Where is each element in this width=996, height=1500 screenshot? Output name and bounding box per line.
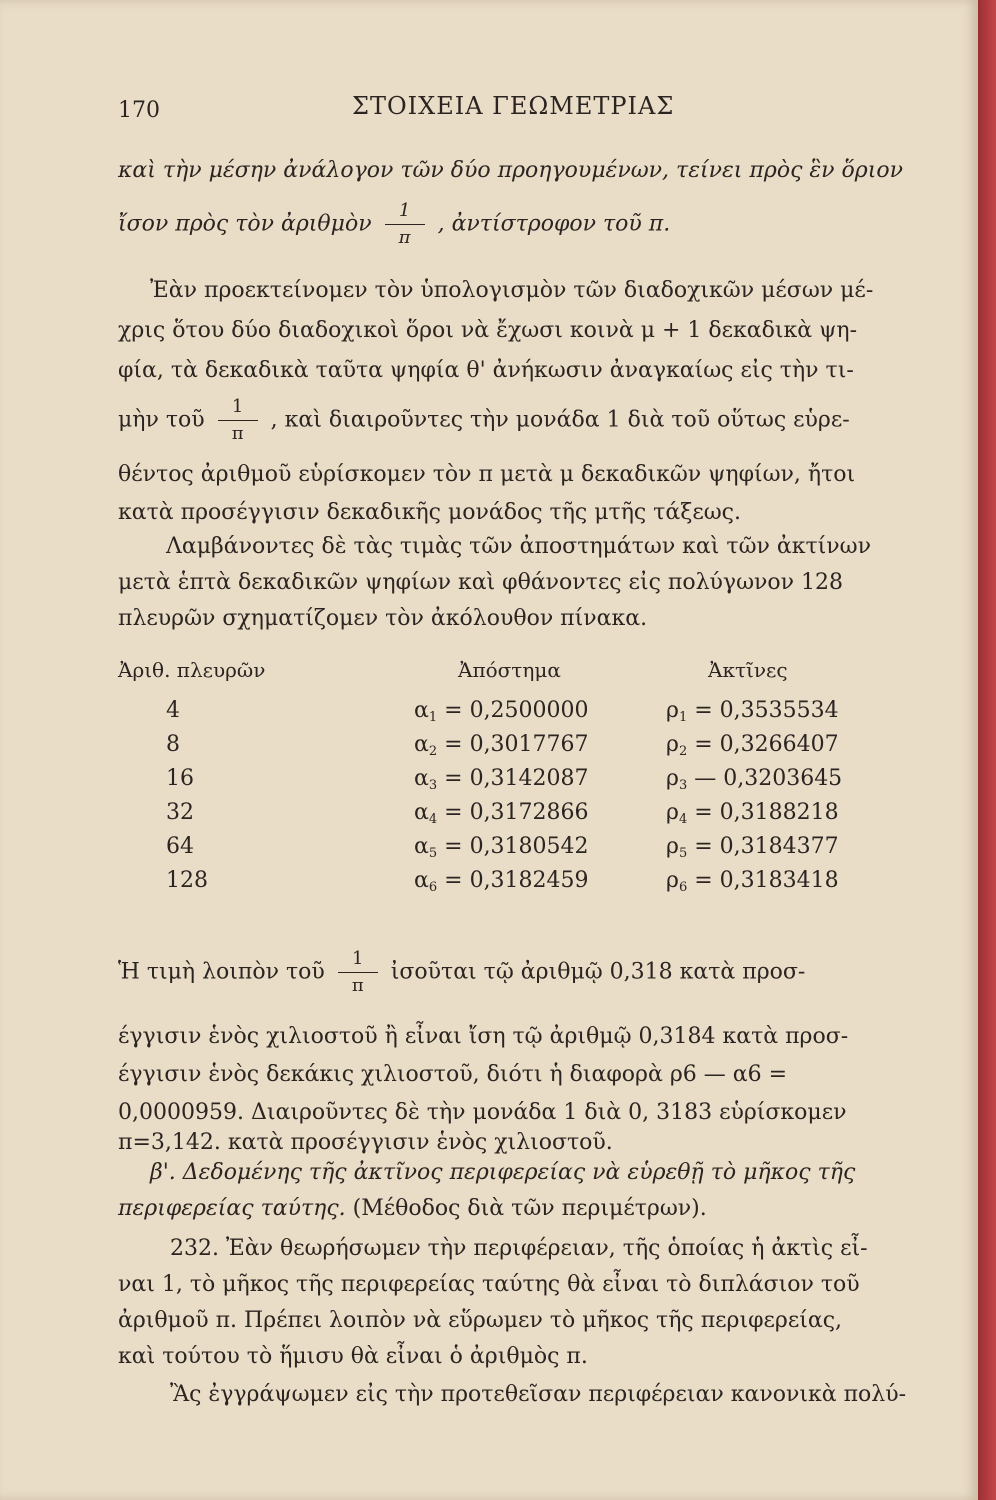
radius-index: 4 [678,812,688,827]
para232-line-2: ναι 1, τὸ μῆκος τῆς περιφερείας ταύτης θὰ εἶναι τὸ διπλάσιον τοῦ [118,1272,860,1297]
apothem-index: 2 [428,744,438,759]
apothem-value: = 0,3017767 [444,732,589,757]
radius-cell [666,868,839,895]
para1-line-4 [118,398,850,443]
radius-value: = 0,3188218 [694,800,839,825]
para3-line-2: έγγισιν ἑνὸς χιλιοστοῦ ἢ εἶναι ἴση τῷ ἀριθμῷ 0,3184 κατὰ προσ- [118,1024,849,1049]
fraction-numerator: 1 [398,200,411,221]
radius-symbol: ρ [666,834,679,859]
para2-line-2: μετὰ ἑπτὰ δεκαδικῶν ψηφίων καὶ φθάνοντες εἰς πολύγωνον 128 [118,570,843,595]
apothem-value: = 0,3172866 [444,800,589,825]
page-number: 170 [118,98,160,123]
intro-line-2 [118,202,670,247]
apothem-value: = 0,2500000 [444,698,589,723]
table-row [118,800,878,834]
para232-line-1: 232. Ἐὰν θεωρήσωμεν τὴν περιφέρειαν, τῆς ὁποίας ἡ ἀκτὶς εἶ- [170,1236,868,1261]
para232-line-4: καὶ τούτου τὸ ἥμισυ θὰ εἶναι ὁ ἀριθμὸς π. [118,1344,588,1369]
table-row [118,766,878,800]
apothem-symbol: α [414,800,429,825]
intro-text-after: , ἀντίστροφον τοῦ π. [437,211,671,237]
apothem-symbol: α [414,834,429,859]
para3-line-3: έγγισιν ἑνὸς δεκάκις χιλιοστοῦ, διότι ἡ διαφορὰ ρ6 — α6 = [118,1062,788,1087]
radius-index: 3 [678,778,688,793]
fraction-bar [218,420,258,421]
fraction-numerator: 1 [231,396,244,417]
header-apothem: Ἀπόστημα [458,658,561,682]
para1-line4-before: μὴν τοῦ [118,407,205,433]
radius-value: = 0,3535534 [694,698,839,723]
fraction-one-over-pi [385,202,425,247]
fraction-numerator: 1 [352,948,364,969]
para2-line-3: πλευρῶν σχηματίζομεν τὸν ἀκόλουθον πίνακα. [118,606,648,631]
radius-symbol: ρ [666,732,679,757]
para3-line-1 [118,950,805,995]
header-sides: Ἀριθ. πλευρῶν [118,658,266,682]
apothem-cell [414,698,589,725]
book-spine [978,0,996,1500]
radius-cell [666,800,839,827]
para1-line4-after: , καὶ διαιροῦντες τὴν μονάδα 1 διὰ τοῦ οὕτως εὑρε- [270,407,850,433]
intro-line-1: καὶ τὴν μέσην ἀνάλογον τῶν δύο προηγουμένων, τείνει πρὸς ἓν ὅριον [118,158,903,183]
apothem-cell [414,834,589,861]
radius-value: — 0,3203645 [694,766,843,791]
apothem-index: 3 [428,778,438,793]
table-row [118,698,878,732]
apothem-symbol: α [414,698,429,723]
apothem-index: 4 [428,812,438,827]
table-row [118,732,878,766]
para232-line-3: ἀριθμοῦ π. Πρέπει λοιπὸν νὰ εὕρωμεν τὸ μῆκος τῆς περιφερείας, [118,1308,843,1333]
radius-symbol: ρ [666,868,679,893]
apothem-cell [414,800,589,827]
apothem-cell [414,766,589,793]
radius-index: 5 [678,846,688,861]
apothem-symbol: α [414,766,429,791]
para3-line-4: 0,0000959. Διαιροῦντες δὲ τὴν μονάδα 1 διὰ 0, 3183 εὑρίσκομεν [118,1100,847,1125]
page-header [110,92,858,132]
radius-value: = 0,3183418 [694,868,839,893]
para3-line1-after: ἰσοῦται τῷ ἀριθμῷ 0,318 κατὰ προσ- [390,959,806,985]
header-radii: Ἀκτῖνες [708,658,788,682]
table-row [118,868,878,902]
apothem-symbol: α [414,868,429,893]
sides-cell: 4 [166,698,180,723]
para1-line-5: θέντος ἀριθμοῦ εὑρίσκομεν τὸν π μετὰ μ δεκαδικῶν ψηφίων, ἤτοι [118,462,856,487]
fraction-bar [338,972,378,973]
radius-cell [666,732,839,759]
fraction-denominator: π [231,423,244,444]
apothem-index: 1 [428,710,438,725]
radius-symbol: ρ [666,800,679,825]
radius-index: 6 [678,880,688,895]
apothem-symbol: α [414,732,429,757]
apothem-value: = 0,3142087 [444,766,589,791]
radius-value: = 0,3266407 [694,732,839,757]
sides-cell: 128 [166,868,208,893]
radius-cell [666,834,839,861]
para1-line-1: Ἐὰν προεκτείνομεν τὸν ὑπολογισμὸν τῶν διαδοχικῶν μέσων μέ- [150,278,874,303]
para1-line-2: χρις ὅτου δύο διαδοχικοὶ ὅροι νὰ ἔχωσι κοινὰ μ + 1 δεκαδικὰ ψη- [118,318,857,343]
radius-index: 2 [678,744,688,759]
running-title: ΣΤΟΙΧΕΙΑ ΓΕΩΜΕΤΡΙΑΣ [352,92,675,120]
radius-value: = 0,3184377 [694,834,839,859]
apothem-cell [414,732,589,759]
para1-line-6: κατὰ προσέγγισιν δεκαδικῆς μονάδος τῆς μτῆς τάξεως. [118,500,741,525]
intro-text-before: ἴσον πρὸς τὸν ἀριθμὸν [118,211,372,237]
sides-cell: 16 [166,766,194,791]
sides-cell: 8 [166,732,180,757]
fraction-one-over-pi-2 [218,398,258,443]
sides-cell: 32 [166,800,194,825]
apothem-value: = 0,3182459 [444,868,589,893]
section-b-line-1: β'. Δεδομένης τῆς ἀκτῖνος περιφερείας νὰ εὑρεθῇ τὸ μῆκος τῆς [150,1160,856,1185]
radius-cell [666,766,842,793]
section-b-line-2 [118,1196,707,1221]
fraction-bar [385,224,425,225]
table-header [118,658,878,698]
table-row [118,834,878,868]
section-b-italic: περιφερείας ταύτης. [118,1196,346,1221]
radius-symbol: ρ [666,766,679,791]
apothem-cell [414,868,589,895]
section-b-rest: (Μέθοδος διὰ τῶν περιμέτρων). [345,1196,707,1221]
fraction-denominator: π [398,227,411,248]
para2-line-1: Λαμβάνοντες δὲ τὰς τιμὰς τῶν ἀποστημάτων καὶ τῶν ἀκτίνων [166,534,871,559]
para3-line1-before: Ἡ τιμὴ λοιπὸν τοῦ [118,959,325,985]
apothem-index: 5 [428,846,438,861]
para1-line-3: φία, τὰ δεκαδικὰ ταῦτα ψηφία θ' ἀνήκωσιν ἀναγκαίως εἰς τὴν τι- [118,358,854,383]
fraction-denominator: π [351,975,364,996]
polygon-values-table [118,658,878,902]
para232-line-5: Ἂς ἐγγράψωμεν εἰς τὴν προτεθεῖσαν περιφέρειαν κανονικὰ πολύ- [170,1382,907,1407]
para3-line-5: π=3,142. κατὰ προσέγγισιν ἑνὸς χιλιοστοῦ. [118,1130,613,1155]
apothem-index: 6 [428,880,438,895]
radius-symbol: ρ [666,698,679,723]
sides-cell: 64 [166,834,194,859]
apothem-value: = 0,3180542 [444,834,589,859]
radius-index: 1 [678,710,688,725]
fraction-one-over-pi-3 [338,950,378,995]
radius-cell [666,698,839,725]
